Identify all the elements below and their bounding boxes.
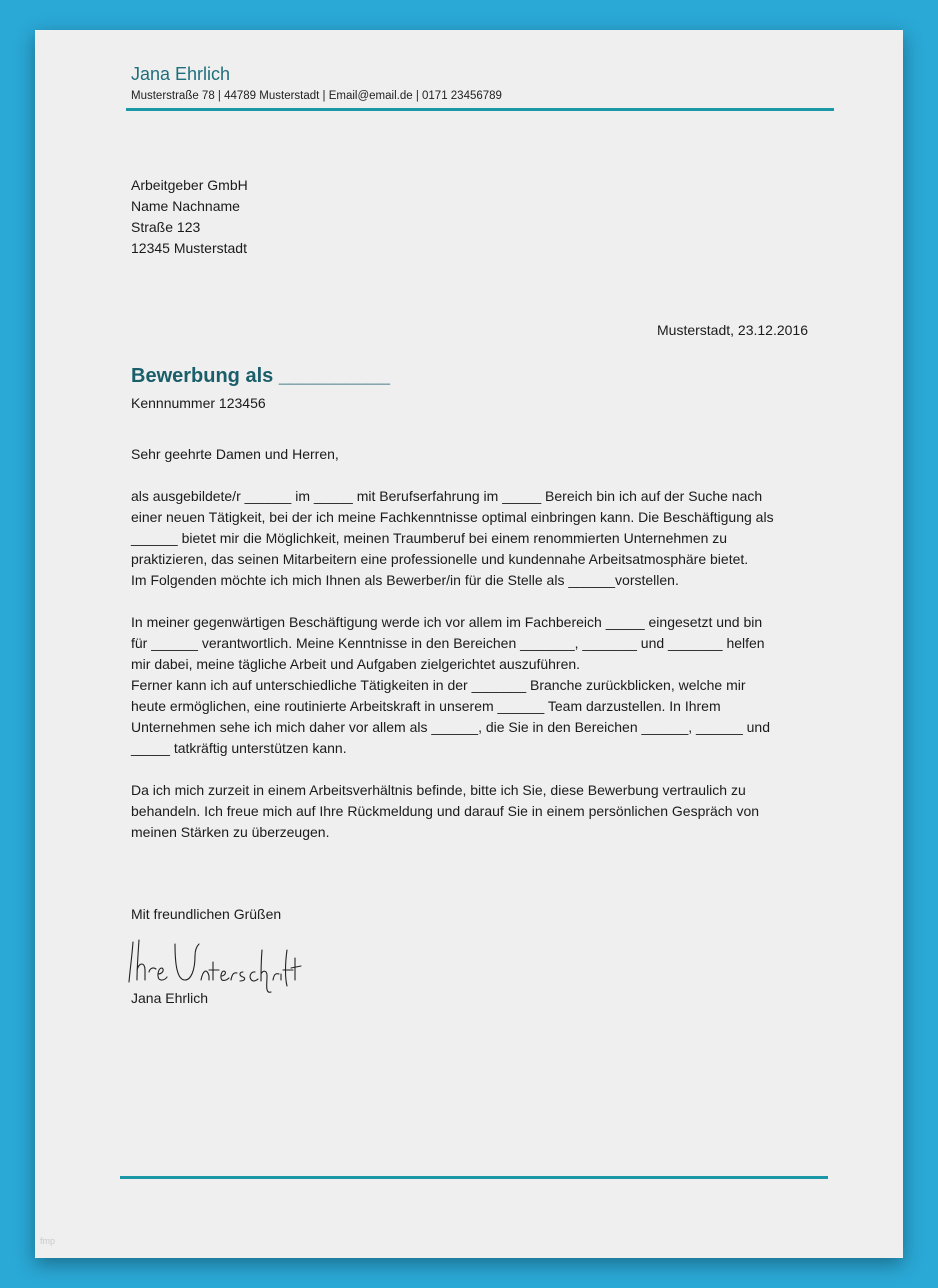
body-line: behandeln. Ich freue mich auf Ihre Rückmeldung und darauf Sie in einem persönlichen Gespräch von	[131, 803, 760, 819]
body-line: Unternehmen sehe ich mich daher vor allem als ______, die Sie in den Bereichen ______, ______ und	[131, 719, 770, 735]
closing-phrase: Mit freundlichen Grüßen	[131, 906, 282, 922]
letter-page	[35, 30, 903, 1258]
body-line: Ferner kann ich auf unterschiedliche Tätigkeiten in der _______ Branche zurückblicken, welche mir	[131, 677, 746, 693]
salutation: Sehr geehrte Damen und Herren,	[131, 446, 339, 462]
body-line: ______ bietet mir die Möglichkeit, meinen Traumberuf bei einem renommierten Unternehmen zu	[131, 530, 728, 546]
body-line: praktizieren, das seinen Mitarbeitern eine professionelle und kundennahe Arbeitsatmosphäre bietet.	[131, 551, 749, 567]
signer-name: Jana Ehrlich	[131, 990, 209, 1006]
recipient-line: Straße 123	[131, 219, 201, 235]
letter-subject: Bewerbung als __________	[131, 365, 391, 387]
recipient-line: 12345 Musterstadt	[131, 240, 247, 256]
body-line: Im Folgenden möchte ich mich Ihnen als Bewerber/in für die Stelle als ______vorstellen.	[131, 572, 679, 588]
recipient-line: Name Nachname	[131, 198, 240, 214]
header-divider	[126, 108, 834, 111]
letter-date: Musterstadt, 23.12.2016	[657, 322, 808, 338]
body-line: In meiner gegenwärtigen Beschäftigung werde ich vor allem im Fachbereich _____ eingesetzt und bin	[131, 614, 763, 630]
body-line: meinen Stärken zu überzeugen.	[131, 824, 330, 840]
body-line: einer neuen Tätigkeit, bei der ich meine Fachkenntnisse optimal einbringen kann. Die Beschäftigung als	[131, 509, 774, 525]
body-paragraph-1	[131, 486, 821, 591]
body-paragraph-2	[131, 612, 821, 759]
body-line: Da ich mich zurzeit in einem Arbeitsverhältnis befinde, bitte ich Sie, diese Bewerbung vertraulich zu	[131, 782, 746, 798]
body-line: _____ tatkräftig unterstützen kann.	[131, 740, 347, 756]
sender-name: Jana Ehrlich	[131, 64, 231, 84]
body-line: als ausgebildete/r ______ im _____ mit Berufserfahrung im _____ Bereich bin ich auf der Suche nach	[131, 488, 763, 504]
body-paragraph-3	[131, 780, 821, 843]
watermark: fmp	[40, 1236, 56, 1246]
body-line: mir dabei, meine tägliche Arbeit und Aufgaben zielgerichtet auszuführen.	[131, 656, 581, 672]
body-line: heute ermöglichen, eine routinierte Arbeitskraft in unserem ______ Team darzustellen. In Ihrem	[131, 698, 721, 714]
recipient-line: Arbeitgeber GmbH	[131, 177, 248, 193]
footer-divider	[120, 1176, 828, 1179]
body-line: für ______ verantwortlich. Meine Kenntnisse in den Bereichen _______, _______ und _______ helfen	[131, 635, 765, 651]
reference-number: Kennnummer 123456	[131, 395, 266, 411]
sender-contact-line: Musterstraße 78 | 44789 Musterstadt | Email@email.de | 0171 23456789	[131, 90, 502, 102]
letter-body	[131, 444, 821, 864]
recipient-address	[131, 175, 248, 259]
